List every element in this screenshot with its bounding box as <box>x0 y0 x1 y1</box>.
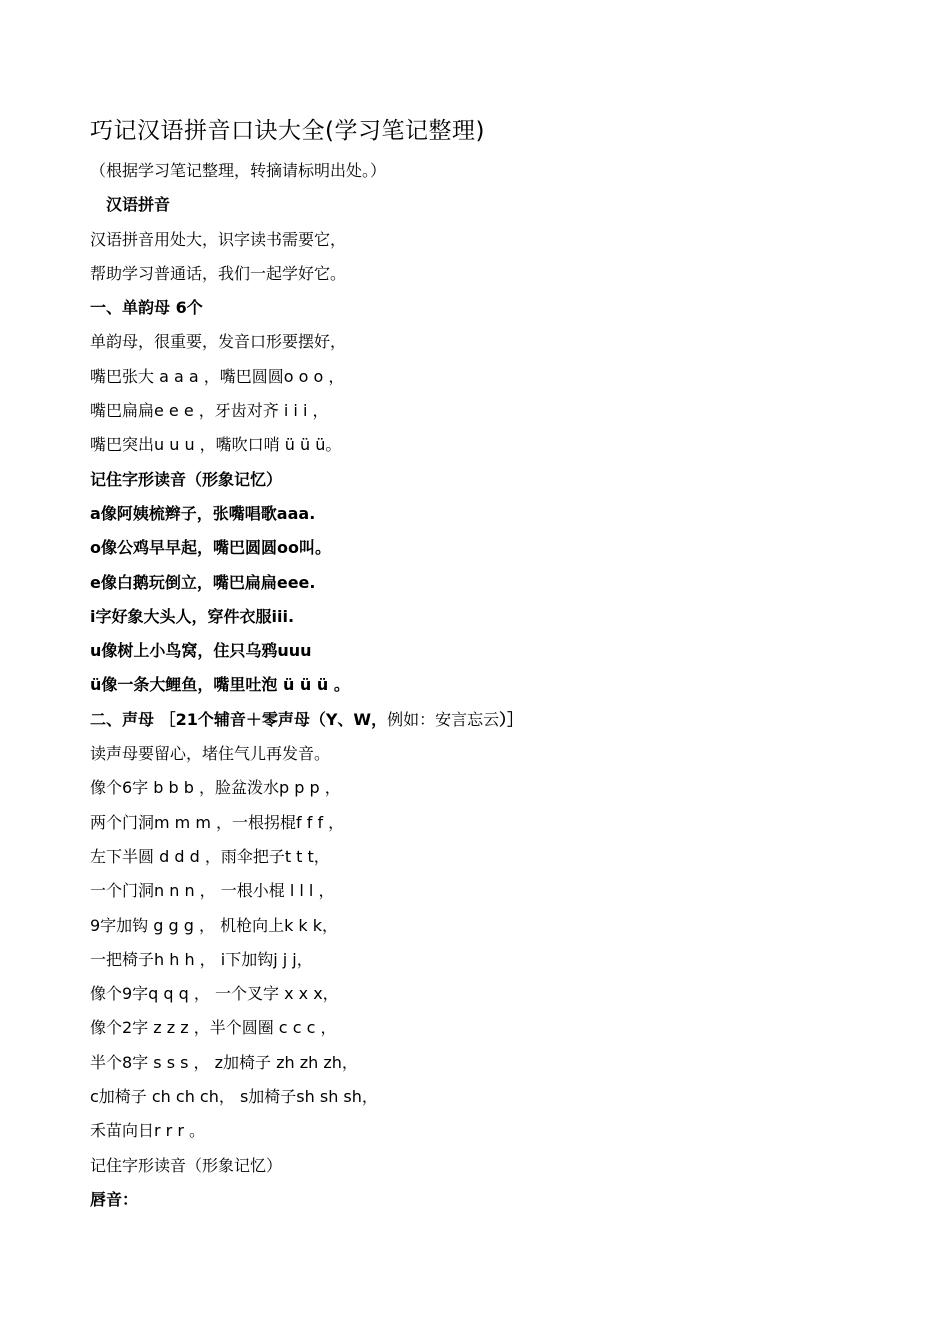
subheading-memory-2: 记住字形读音（形象记忆） <box>90 1155 283 1175</box>
section-heading-vowels: 一、单韵母 6个 <box>90 298 203 318</box>
document-body <box>90 158 910 1221</box>
subheading-memory: 记住字形读音（形象记忆） <box>90 469 283 489</box>
bold-line: o像公鸡早早起，嘴巴圆圆oo叫。 <box>90 538 331 558</box>
note-line: （根据学习笔记整理，转摘请标明出处。） <box>90 161 387 180</box>
text-line: 左下半圆 d d d ，雨伞把子t t t， <box>90 846 330 866</box>
bold-line: e像白鹅玩倒立，嘴巴扁扁eee. <box>90 572 316 592</box>
document-title: 巧记汉语拼音口诀大全(学习笔记整理) <box>90 118 485 144</box>
heading-part-end: ）］ <box>499 709 524 729</box>
text-line: 一个门洞n n n ， 一根小棍 l l l ， <box>90 881 335 901</box>
text-line: c加椅子 ch ch ch， s加椅子sh sh sh， <box>90 1087 378 1107</box>
text-line: 半个8字 s s s ， z加椅子 zh zh zh， <box>90 1052 358 1072</box>
text-line: 9字加钩 g g g ， 机枪向上k k k， <box>90 915 339 935</box>
text-line: 两个门洞m m m ，一根拐棍f f f ， <box>90 812 345 832</box>
section-heading-consonants <box>90 707 910 741</box>
bold-line: ü像一条大鲤鱼，嘴里吐泡 ü ü ü 。 <box>90 675 350 695</box>
text-line: 像个9字q q q ， 一个叉字 x x x， <box>90 984 339 1004</box>
text-line: 一把椅子h h h ， i下加钩j j j， <box>90 949 313 969</box>
heading-part: 二、声母 ［21个辅音＋零声母（Y、W， <box>90 709 388 729</box>
text-line: 嘴巴张大 a a a ，嘴巴圆圆o o o ， <box>90 366 345 386</box>
bold-line: u像树上小鸟窝，住只乌鸦uuu <box>90 641 312 661</box>
text-line: 读声母要留心，堵住气儿再发音。 <box>90 744 331 764</box>
heading-example: 例如：安言忘云 <box>387 709 500 729</box>
bold-line: i字好象大头人，穿件衣服iii. <box>90 606 295 626</box>
text-line: 单韵母，很重要，发音口形要摆好， <box>90 332 347 352</box>
text-line: 汉语拼音用处大，识字读书需要它， <box>90 229 347 249</box>
text-line: 像个2字 z z z ，半个圆圈 c c c ， <box>90 1018 337 1038</box>
section-heading-pinyin: 汉语拼音 <box>106 195 171 215</box>
subheading-labials: 唇音： <box>90 1189 139 1209</box>
text-line: 帮助学习普通话，我们一起学好它。 <box>90 263 347 283</box>
text-line: 嘴巴突出u u u ，嘴吹口哨 ü ü ü。 <box>90 435 342 455</box>
text-line: 嘴巴扁扁e e e ，牙齿对齐 i i i ， <box>90 401 329 421</box>
text-line: 像个6字 b b b ，脸盆泼水p p p ， <box>90 778 341 798</box>
bold-line: a像阿姨梳辫子，张嘴唱歌aaa. <box>90 503 316 523</box>
text-line: 禾苗向日r r r 。 <box>90 1121 205 1141</box>
